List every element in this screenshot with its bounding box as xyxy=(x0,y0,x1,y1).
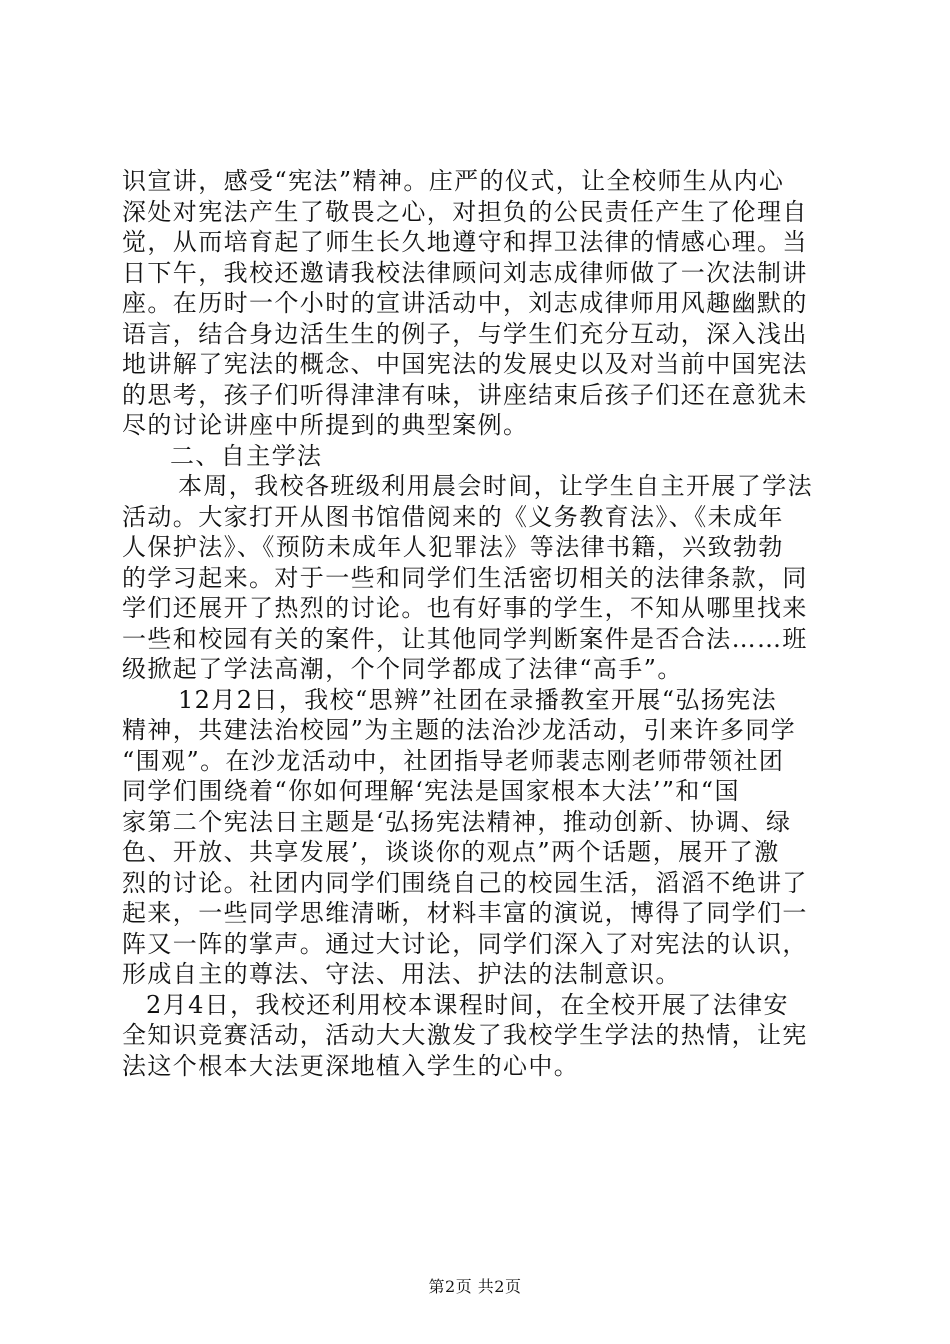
text-line: “围观”。在沙龙活动中，社团指导老师裴志刚老师带领社团 xyxy=(122,746,785,775)
text-line: 精神，共建法治校园”为主题的法治沙龙活动，引来许多同学 xyxy=(122,716,797,744)
text-line: 同学们围绕着“你如何理解‘宪法是国家根本大法’”和“国 xyxy=(122,777,740,805)
text-line: 一些和校园有关的案件，让其他同学判断案件是否合法……班 xyxy=(122,624,808,653)
text-line: 觉，从而培育起了师生长久地遵守和捍卫法律的情感心理。当 xyxy=(122,228,808,256)
text-line: 烈的讨论。社团内同学们围绕自己的校园生活，滔滔不绝讲了 xyxy=(122,868,808,897)
text-line: 本周，我校各班级利用晨会时间，让学生自主开展了学法 xyxy=(178,472,813,500)
text-line: 学们还展开了热烈的讨论。也有好事的学生，不知从哪里找来 xyxy=(122,594,808,622)
text-line: 人保护法》、《预防未成年人犯罪法》等法律书籍，兴致勃勃 xyxy=(122,533,784,561)
text-line: 家第二个宪法日主题是‘弘扬宪法精神，推动创新、协调、绿 xyxy=(122,807,792,836)
text-line: 色、开放、共享发展’，谈谈你的观点”两个话题，展开了激 xyxy=(122,838,780,866)
text-line: 语言，结合身边活生生的例子，与学生们充分互动，深入浅出 xyxy=(122,319,808,348)
text-line: 级掀起了学法高潮，个个同学都成了法律“高手”。 xyxy=(122,655,683,683)
text-line: 起来，一些同学思维清晰，材料丰富的演说，博得了同学们一 xyxy=(122,899,808,927)
text-line: 法这个根本大法更深地植入学生的心中。 xyxy=(122,1051,580,1080)
text-line: 地讲解了宪法的概念、中国宪法的发展史以及对当前中国宪法 xyxy=(122,350,808,378)
text-line: 的学习起来。对于一些和同学们生活密切相关的法律条款，同 xyxy=(122,563,808,592)
text-line: 阵又一阵的掌声。通过大讨论，同学们深入了对宪法的认识， xyxy=(122,929,808,958)
text-line: 活动。大家打开从图书馆借阅来的《义务教育法》、《未成年 xyxy=(122,502,784,531)
text-line: 尽的讨论讲座中所提到的典型案例。 xyxy=(122,411,529,439)
document-body xyxy=(122,166,832,1081)
text-line: 形成自主的尊法、守法、用法、护法的法制意识。 xyxy=(122,960,681,988)
text-line: 12月2日，我校“思辨”社团在录播教室开展“弘扬宪法 xyxy=(178,685,778,714)
text-line: 日下午，我校还邀请我校法律顾问刘志成律师做了一次法制讲 xyxy=(122,258,808,287)
text-line: 2月4日，我校还利用校本课程时间，在全校开展了法律安 xyxy=(146,990,789,1019)
text-line: 座。在历时一个小时的宣讲活动中，刘志成律师用风趣幽默的 xyxy=(122,289,808,317)
text-line: 全知识竞赛活动，活动大大激发了我校学生学法的热情，让宪 xyxy=(122,1021,808,1049)
page-number: 第2页 共2页 xyxy=(428,1277,522,1296)
text-line: 识宣讲，感受“宪法”精神。庄严的仪式，让全校师生从内心 xyxy=(122,167,785,195)
text-line: 深处对宪法产生了敬畏之心，对担负的公民责任产生了伦理自 xyxy=(122,197,808,226)
text-line: 的思考，孩子们听得津津有味，讲座结束后孩子们还在意犹未 xyxy=(122,380,808,409)
section-heading: 二、自主学法 xyxy=(170,441,323,470)
